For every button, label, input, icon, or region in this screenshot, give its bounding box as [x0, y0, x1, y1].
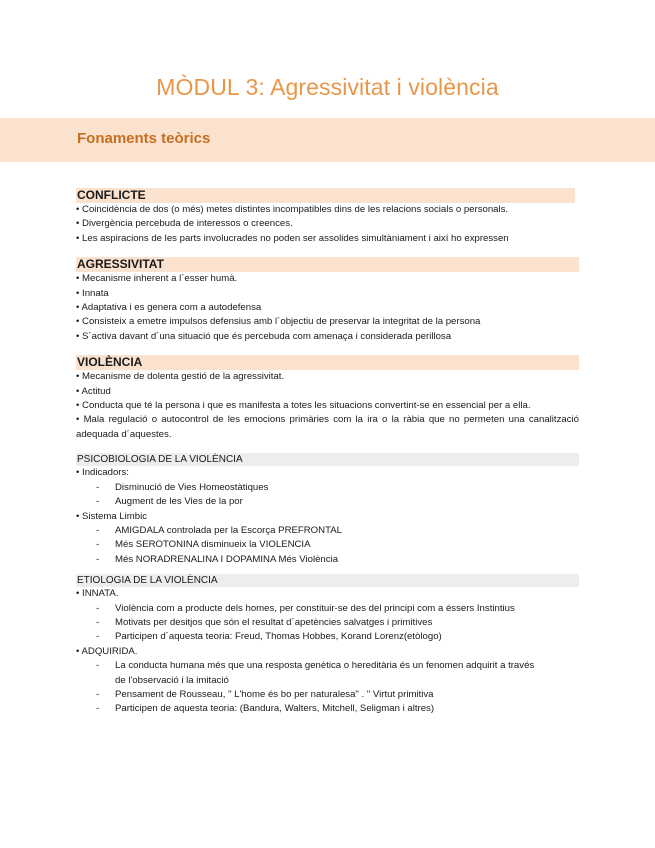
list-item: - Disminució de Vies Homeostàtiques [96, 481, 269, 493]
list-item: - Participen de aquesta teoria: (Bandura, Walters, Mitchell, Seligman i altres) [96, 703, 435, 715]
heading-conflicte: CONFLICTE [76, 188, 575, 203]
agressivitat-item: • Innata [76, 287, 109, 299]
list-item: - Participen d´aquesta teoria: Freud, Thomas Hobbes, Korand Lorenz(etòlogo) [96, 631, 442, 643]
list-item: - Més NORADRENALINA I DOPAMINA Més Violència [96, 553, 339, 565]
adquirida-list [76, 659, 579, 717]
list-item: - Motivats per desitjos que són el resultat d´apetències salvatges i primitives [96, 616, 433, 628]
violencia-item: • Mecanisme de dolenta gestió de la agressivitat. [76, 371, 285, 383]
list-item: - Més SEROTONINA disminueix la VIOLENCIA [96, 539, 311, 551]
conflicte-item: • Coincidència de dos (o més) metes distintes incompatibles dins de les relacions socials o personals. [76, 204, 509, 215]
heading-psicobiologia: PSICOBIOLOGIA DE LA VIOLÈNCIA [76, 453, 579, 466]
list-item: - Pensament de Rousseau, " L'home és bo per naturalesa" . " Virtut primitiva [96, 688, 434, 700]
section-subtitle: Fonaments teòrics [77, 130, 211, 147]
adquirida-label: • ADQUIRIDA. [76, 645, 138, 657]
innata-list [76, 602, 579, 645]
violencia-item: • Mala regulació o autocontrol de les emocions primàries com la ira o la ràbia que no permeten una canalització adequada d´aquestes. [76, 414, 579, 440]
heading-violencia: VIOLÈNCIA [76, 355, 579, 370]
violencia-item: • Conducta que té la persona i que es manifesta a totes les situacions convertint-se en essencial per a ella. [76, 400, 531, 412]
list-item: - Augment de les Vies de la por [96, 496, 243, 508]
limbic-list [76, 524, 579, 567]
list-item: - La conducta humana més que una resposta genètica o hereditària és un fenomen adquirit a través de l'observació i la imitació [96, 660, 535, 686]
agressivitat-item: • Consisteix a emetre impulsos defensius amb l´objectiu de preservar la integritat de la persona [76, 316, 481, 328]
conflicte-item: • Divergència percebuda de interessos o creences. [76, 218, 293, 230]
list-item: - AMIGDALA controlada per la Escorça PREFRONTAL [96, 524, 342, 536]
agressivitat-item: • S´activa davant d´una situació que és percebuda com amenaça i considerada perillosa [76, 330, 452, 342]
innata-label: • INNATA. [76, 588, 119, 600]
document-body [76, 188, 579, 717]
heading-agressivitat: AGRESSIVITAT [76, 257, 579, 272]
indicadors-list [76, 481, 579, 510]
conflicte-item: • Les aspiracions de les parts involucrades no poden ser assolides simultàniament i així ho expressen [76, 232, 509, 244]
agressivitat-item: • Adaptativa i es genera com a autodefensa [76, 302, 262, 314]
page-title: MÒDUL 3: Agressivitat i violència [156, 74, 499, 100]
list-item: - Violència com a producte dels homes, per constituir-se des del principi com a éssers Instintius [96, 602, 515, 614]
limbic-label: • Sistema Limbic [76, 510, 148, 522]
violencia-item: • Actitud [76, 385, 111, 397]
agressivitat-item: • Mecanisme inherent a l´esser humà. [76, 273, 238, 285]
indicadors-label: • Indicadors: [76, 467, 129, 479]
heading-etiologia: ETIOLOGIA DE LA VIOLÈNCIA [76, 574, 579, 587]
